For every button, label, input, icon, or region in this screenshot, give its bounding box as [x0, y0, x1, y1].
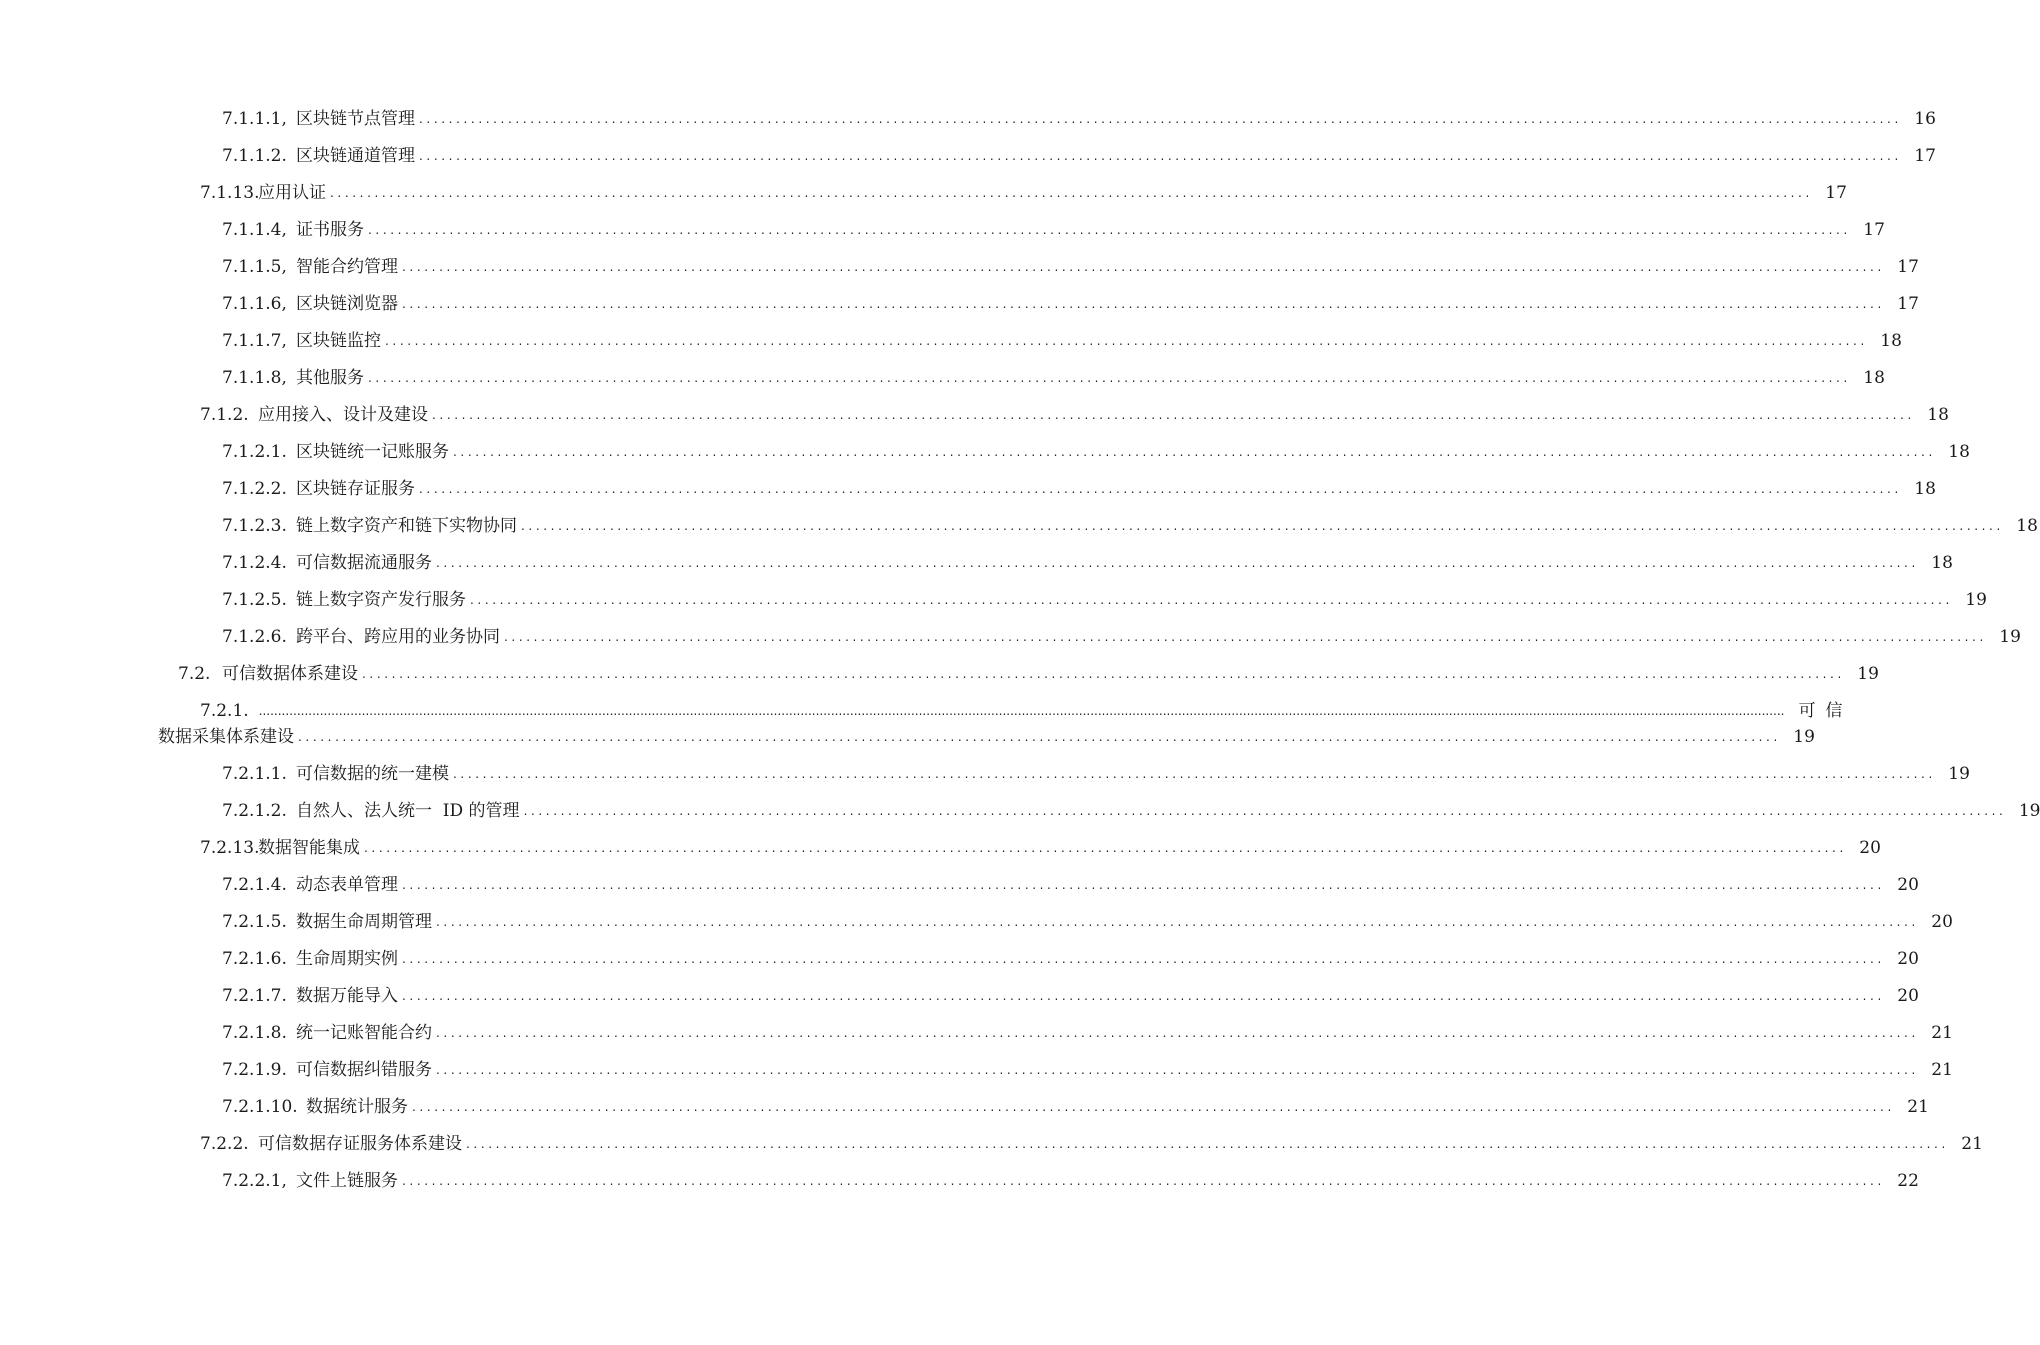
dot-leader: ........................................................................................................................................................................................................	[364, 841, 1847, 855]
toc-entry[interactable]	[222, 871, 1919, 899]
dot-leader: ........................................................................................................................................................................................................	[368, 371, 1851, 385]
toc-entry-number: 7.1.1.6,	[222, 294, 287, 314]
toc-entry-number: 7.2.2.1,	[222, 1171, 287, 1191]
toc-entry-number: 7.2.1.7.	[222, 986, 287, 1006]
toc-entry[interactable]	[222, 797, 2040, 825]
toc-entry[interactable]	[222, 1019, 1953, 1047]
toc-entry-title: 可信数据的统一建模	[296, 764, 449, 784]
dot-leader: ........................................................................................................................................................................................................	[523, 804, 2007, 818]
toc-entry[interactable]	[222, 364, 1885, 392]
toc-entry-title: 可信数据存证服务体系建设	[258, 1134, 462, 1154]
toc-entry-number: 7.2.1.5.	[222, 912, 287, 932]
dot-leader: ........................................................................................................................................................................................................	[466, 1137, 1949, 1151]
toc-entry-number: 7.2.1.1.	[222, 764, 287, 784]
toc-entry-title: 区块链存证服务	[296, 479, 415, 499]
dot-leader: ........................................................................................................................................................................................................	[385, 334, 1868, 348]
dot-leader: ........................................................................................................................................................................................................	[402, 989, 1885, 1003]
toc-entry-page: 19	[1857, 664, 1879, 684]
toc-entry-page: 21	[1931, 1060, 1953, 1080]
dot-leader: ........................................................................................................................................................................................................	[419, 149, 1902, 163]
toc-entry[interactable]	[222, 290, 1919, 318]
toc-entry-title: 可信数据纠错服务	[296, 1060, 432, 1080]
toc-entry[interactable]	[222, 945, 1919, 973]
toc-entry-page: 19	[1999, 627, 2021, 647]
toc-entry-title: 跨平台、跨应用的业务协同	[296, 627, 500, 647]
dot-leader: ........................................................................................................................................................................................................	[402, 952, 1885, 966]
dot-leader: ........................................................................................................................................................................................................	[521, 519, 2004, 533]
toc-entry[interactable]	[222, 105, 1936, 133]
toc-entry-page: 17	[1897, 294, 1919, 314]
dot-leader: ........................................................................................................................................................................................................	[436, 915, 1919, 929]
dot-leader: ........................................................................................................................................................................................................	[368, 223, 1851, 237]
toc-entry-page: 18	[1948, 442, 1970, 462]
toc-entry-title: 应用认证	[258, 183, 326, 203]
toc-entry-page: 20	[1931, 912, 1953, 932]
toc-entry[interactable]	[200, 401, 1949, 429]
toc-entry-page: 19	[1948, 764, 1970, 784]
toc-entry-page: 17	[1825, 183, 1847, 203]
toc-entry[interactable]	[222, 549, 1953, 577]
toc-entry[interactable]	[222, 216, 1885, 244]
toc-entry-page: 17	[1897, 257, 1919, 277]
toc-entry-number: 7.1.1.5,	[222, 257, 287, 277]
toc-entry-number: 7.2.1.	[200, 701, 249, 721]
toc-entry[interactable]	[222, 438, 1970, 466]
dot-leader: ........................................................................................................................................................................................................	[402, 1174, 1885, 1188]
dot-leader: ........................................................................................................................................................................................................	[330, 186, 1813, 200]
toc-entry-number: 7.2.13.	[200, 838, 260, 858]
toc-entry-number: 7.1.1.7,	[222, 331, 287, 351]
toc-entry[interactable]	[222, 327, 1902, 355]
toc-entry-page: 20	[1897, 986, 1919, 1006]
toc-entry[interactable]	[200, 1130, 1983, 1158]
toc-entry[interactable]	[222, 1056, 1953, 1084]
toc-entry-page: 18	[1863, 368, 1885, 388]
toc-entry-number: 7.2.1.10.	[222, 1097, 298, 1117]
toc-entry-number: 7.2.1.9.	[222, 1060, 287, 1080]
toc-entry[interactable]	[222, 586, 1987, 614]
dot-leader: ........................................................................................................................................................................................................	[412, 1100, 1895, 1114]
toc-entry[interactable]	[222, 142, 1936, 170]
toc-entry-title: 可信数据体系建设	[222, 664, 358, 684]
toc-entry-page: 21	[1961, 1134, 1983, 1154]
toc-entry-page: 21	[1931, 1023, 1953, 1043]
toc-entry-page: 20	[1897, 875, 1919, 895]
toc-entry-title: 数据采集体系建设	[158, 727, 294, 747]
toc-entry-title: 区块链通道管理	[296, 146, 415, 166]
toc-entry-title: 链上数字资产和链下实物协同	[296, 516, 517, 536]
toc-entry-title: 区块链统一记账服务	[296, 442, 449, 462]
toc-entry-title: 文件上链服务	[296, 1171, 398, 1191]
toc-entry-number: 7.1.13.	[200, 183, 260, 203]
toc-entry[interactable]	[222, 512, 2038, 540]
dot-leader: ........................................................................................................................................................................................................	[436, 1026, 1919, 1040]
toc-entry-page: 19	[2018, 801, 2040, 821]
dot-leader: ........................................................................................................................................................................................................	[504, 630, 1987, 644]
toc-entry-continuation[interactable]	[158, 723, 1815, 751]
toc-entry-page: 18	[1914, 479, 1936, 499]
toc-entry-page: 16	[1914, 109, 1936, 129]
dot-leader: ........................................................................................................................................................................................................	[453, 767, 1936, 781]
toc-entry-page: 19	[1965, 590, 1987, 610]
toc-entry[interactable]	[222, 1167, 1919, 1195]
toc-entry-number: 7.2.1.4.	[222, 875, 287, 895]
toc-entry-number: 7.1.2.4.	[222, 553, 287, 573]
toc-entry[interactable]	[200, 834, 1881, 862]
dot-leader: ........................................................................................................................................................................................................	[432, 408, 1915, 422]
toc-entry-title-start: 可信	[1798, 701, 1853, 721]
dot-leader: ........................................................................................................................................................................................................	[470, 593, 1953, 607]
toc-entry-page: 17	[1863, 220, 1885, 240]
dot-leader: ........................................................................................................................................................................................................	[436, 1063, 1919, 1077]
dot-leader: ........................................................................................................................................................................................................	[298, 730, 1781, 744]
toc-entry-page: 17	[1914, 146, 1936, 166]
toc-entry-title: 数据智能集成	[258, 838, 360, 858]
toc-entry-number: 7.2.1.8.	[222, 1023, 287, 1043]
toc-entry[interactable]	[222, 253, 1919, 281]
toc-entry-title: 生命周期实例	[296, 949, 398, 969]
toc-entry-title: 区块链节点管理	[296, 109, 415, 129]
toc-entry[interactable]	[200, 697, 1853, 725]
toc-entry[interactable]	[222, 1093, 1929, 1121]
dot-leader: ........................................................................................................................................................................................................	[402, 260, 1885, 274]
toc-entry-page: 22	[1897, 1171, 1919, 1191]
toc-entry-page: 20	[1897, 949, 1919, 969]
toc-entry-number: 7.1.2.5.	[222, 590, 287, 610]
toc-entry[interactable]	[222, 908, 1953, 936]
toc-entry-page: 18	[1927, 405, 1949, 425]
dot-leader: ........................................................................................................................................................................................................	[453, 445, 1936, 459]
toc-entry-number: 7.1.1.8,	[222, 368, 287, 388]
toc-entry-title: 数据万能导入	[296, 986, 398, 1006]
toc-entry-number: 7.2.1.2.	[222, 801, 287, 821]
dot-leader: ........................................................................................................................................................................................................	[402, 878, 1885, 892]
toc-entry[interactable]	[222, 982, 1919, 1010]
toc-entry[interactable]	[222, 760, 1970, 788]
toc-entry-page: 20	[1859, 838, 1881, 858]
toc-entry-number: 7.1.1.1,	[222, 109, 287, 129]
dot-leader: ........................................................................................................................................................................................................	[419, 112, 1902, 126]
toc-entry-title: 区块链浏览器	[296, 294, 398, 314]
toc-entry-number: 7.1.2.2.	[222, 479, 287, 499]
toc-entry-title: 证书服务	[296, 220, 364, 240]
toc-entry[interactable]	[222, 623, 2021, 651]
toc-entry-number: 7.1.1.2.	[222, 146, 287, 166]
toc-entry-title: 应用接入、设计及建设	[258, 405, 428, 425]
toc-entry-number: 7.2.2.	[200, 1134, 249, 1154]
toc-entry-page: 18	[1931, 553, 1953, 573]
toc-entry-number: 7.1.2.3.	[222, 516, 287, 536]
toc-entry[interactable]	[178, 660, 1879, 688]
toc-entry-title: 动态表单管理	[296, 875, 398, 895]
toc-entry-title: 智能合约管理	[296, 257, 398, 277]
toc-entry-title: 统一记账智能合约	[296, 1023, 432, 1043]
toc-entry-number: 7.1.2.6.	[222, 627, 287, 647]
toc-entry-title: 自然人、法人统一 ID 的管理	[296, 801, 520, 821]
toc-entry-page: 21	[1907, 1097, 1929, 1117]
toc-entry-page: 19	[1793, 727, 1815, 747]
toc-entry-number: 7.1.2.1.	[222, 442, 287, 462]
dot-leader: ........................................................................................................................................................................................................	[419, 482, 1902, 496]
toc-entry-title: 数据生命周期管理	[296, 912, 432, 932]
toc-entry-number: 7.2.1.6.	[222, 949, 287, 969]
dot-leader: ........................................................................................................................................................................................................	[362, 667, 1845, 681]
toc-entry-page: 18	[1880, 331, 1902, 351]
dot-leader: ........................................................................................................................................................................................................	[436, 556, 1919, 570]
toc-entry-number: 7.1.1.4,	[222, 220, 287, 240]
toc-entry[interactable]	[222, 475, 1936, 503]
toc-entry-title: 区块链监控	[296, 331, 381, 351]
toc-entry[interactable]	[200, 179, 1847, 207]
toc-entry-title: 链上数字资产发行服务	[296, 590, 466, 610]
toc-entry-title: 可信数据流通服务	[296, 553, 432, 573]
toc-entry-number: 7.2.	[178, 664, 211, 684]
dot-leader: ........................................................................................................................................................................................................	[402, 297, 1885, 311]
dot-leader: ................................................................................................................................................................................................................................................................................................................................................................................................................	[258, 704, 1785, 718]
toc-entry-number: 7.1.2.	[200, 405, 249, 425]
toc-entry-page: 18	[2016, 516, 2038, 536]
toc-entry-title: 其他服务	[296, 368, 364, 388]
toc-entry-title: 数据统计服务	[306, 1097, 408, 1117]
